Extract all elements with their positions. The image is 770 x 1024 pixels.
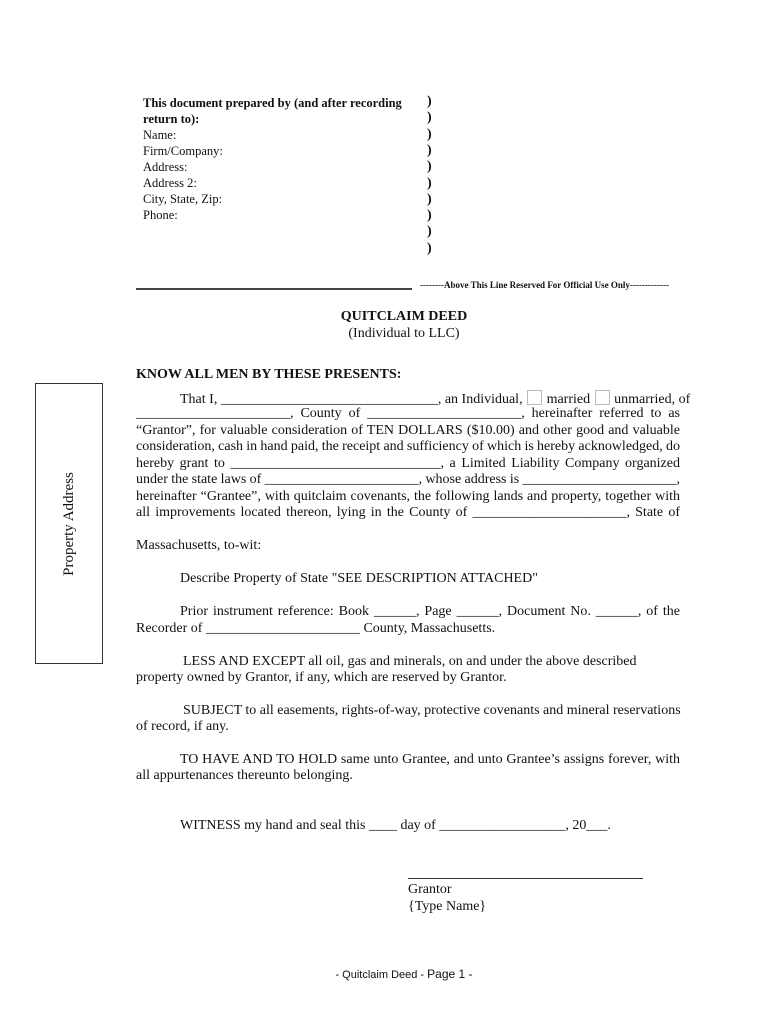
unmarried-checkbox[interactable] xyxy=(595,390,610,405)
subject-line-2: of record, if any. xyxy=(136,719,229,734)
grantor-label: Grantor xyxy=(408,882,452,897)
know-all-heading: KNOW ALL MEN BY THESE PRESENTS: xyxy=(136,367,402,382)
grant-paragraph-line: “Grantor”, for valuable consideration of TEN DOLLARS ($10.00) and other good and valuable xyxy=(136,422,680,438)
return-to-heading: return to): xyxy=(143,112,200,126)
recording-paren: ) xyxy=(427,175,432,191)
witness-line: WITNESS my hand and seal this ____ day of __________________, 20___. xyxy=(180,818,611,833)
recording-paren: ) xyxy=(427,208,432,224)
preparer-field-label: City, State, Zip: xyxy=(143,192,223,206)
preparer-field-label: Phone: xyxy=(143,208,178,222)
married-checkbox[interactable] xyxy=(527,390,542,405)
grant-paragraph-line: ______________________, County of ______________________, hereinafter referred to as xyxy=(136,406,680,421)
grant-paragraph-line: under the state laws of ______________________, whose address is ______________________, xyxy=(136,472,680,487)
prior-instrument-line-1: Prior instrument reference: Book ______, Page ______, Document No. ______, of the xyxy=(180,604,680,619)
grant-paragraph-line: hereinafter “Grantee”, with quitclaim covenants, the following lands and property, together with xyxy=(136,488,680,504)
less-except-line-1: LESS AND EXCEPT all oil, gas and minerals, on and under the above described xyxy=(183,654,637,669)
preparer-field-label: Name: xyxy=(143,128,177,142)
official-use-notice: --------Above This Line Reserved For Official Use Only------------- xyxy=(420,280,669,290)
signature-line xyxy=(408,878,643,879)
describe-property: Describe Property of State "SEE DESCRIPTION ATTACHED" xyxy=(180,571,538,586)
property-address-label: Property Address xyxy=(61,472,77,576)
page-footer xyxy=(0,966,770,983)
recording-paren: ) xyxy=(427,142,432,158)
to-have-line-2: all appurtenances thereunto belonging. xyxy=(136,768,353,783)
grant-paragraph-line: hereby grant to ______________________________, a Limited Liability Company organized xyxy=(136,455,680,471)
preparer-field-label: Address 2: xyxy=(143,176,197,190)
prior-instrument-line-2: Recorder of ______________________ County, Massachusetts. xyxy=(136,621,496,636)
signature-divider-line xyxy=(136,288,412,290)
document-title: QUITCLAIM DEED xyxy=(340,309,468,324)
married-label: married xyxy=(546,392,591,407)
preparer-field-label: Address: xyxy=(143,160,188,174)
type-name-label: {Type Name} xyxy=(408,899,487,914)
subject-line-1: SUBJECT to all easements, rights-of-way, protective covenants and mineral reservations xyxy=(183,703,681,718)
property-address-box xyxy=(35,383,103,664)
unmarried-label: unmarried, of xyxy=(614,392,691,407)
recording-paren: ) xyxy=(427,224,432,240)
preparer-field-label: Firm/Company: xyxy=(143,144,223,158)
recording-paren: ) xyxy=(427,94,432,109)
grantor-name-blank: That I, _______________________________, an Individual, xyxy=(180,392,523,407)
recording-paren: ) xyxy=(427,191,432,207)
less-except-line-2: property owned by Grantor, if any, which are reserved by Grantor. xyxy=(136,670,507,685)
grant-paragraph-line: consideration, cash in hand paid, the receipt and sufficiency of which is hereby acknowledged, do xyxy=(136,439,681,454)
footer-page-number: Page 1 - xyxy=(427,967,473,981)
recording-paren: ) xyxy=(427,110,432,126)
footer-doc-name: - Quitclaim Deed - xyxy=(335,969,428,981)
to-have-line-1: TO HAVE AND TO HOLD same unto Grantee, and unto Grantee’s assigns forever, with xyxy=(180,752,680,767)
grant-last-line: Massachusetts, to-wit: xyxy=(136,538,262,553)
grant-paragraph-line: all improvements located thereon, lying in the County of ______________________, State of xyxy=(136,505,680,520)
document-subtitle: (Individual to LLC) xyxy=(348,326,460,341)
recording-paren: ) xyxy=(427,240,432,256)
recording-paren: ) xyxy=(427,159,432,175)
recording-paren: ) xyxy=(427,126,432,142)
prepared-by-heading: This document prepared by (and after recording xyxy=(143,96,402,110)
